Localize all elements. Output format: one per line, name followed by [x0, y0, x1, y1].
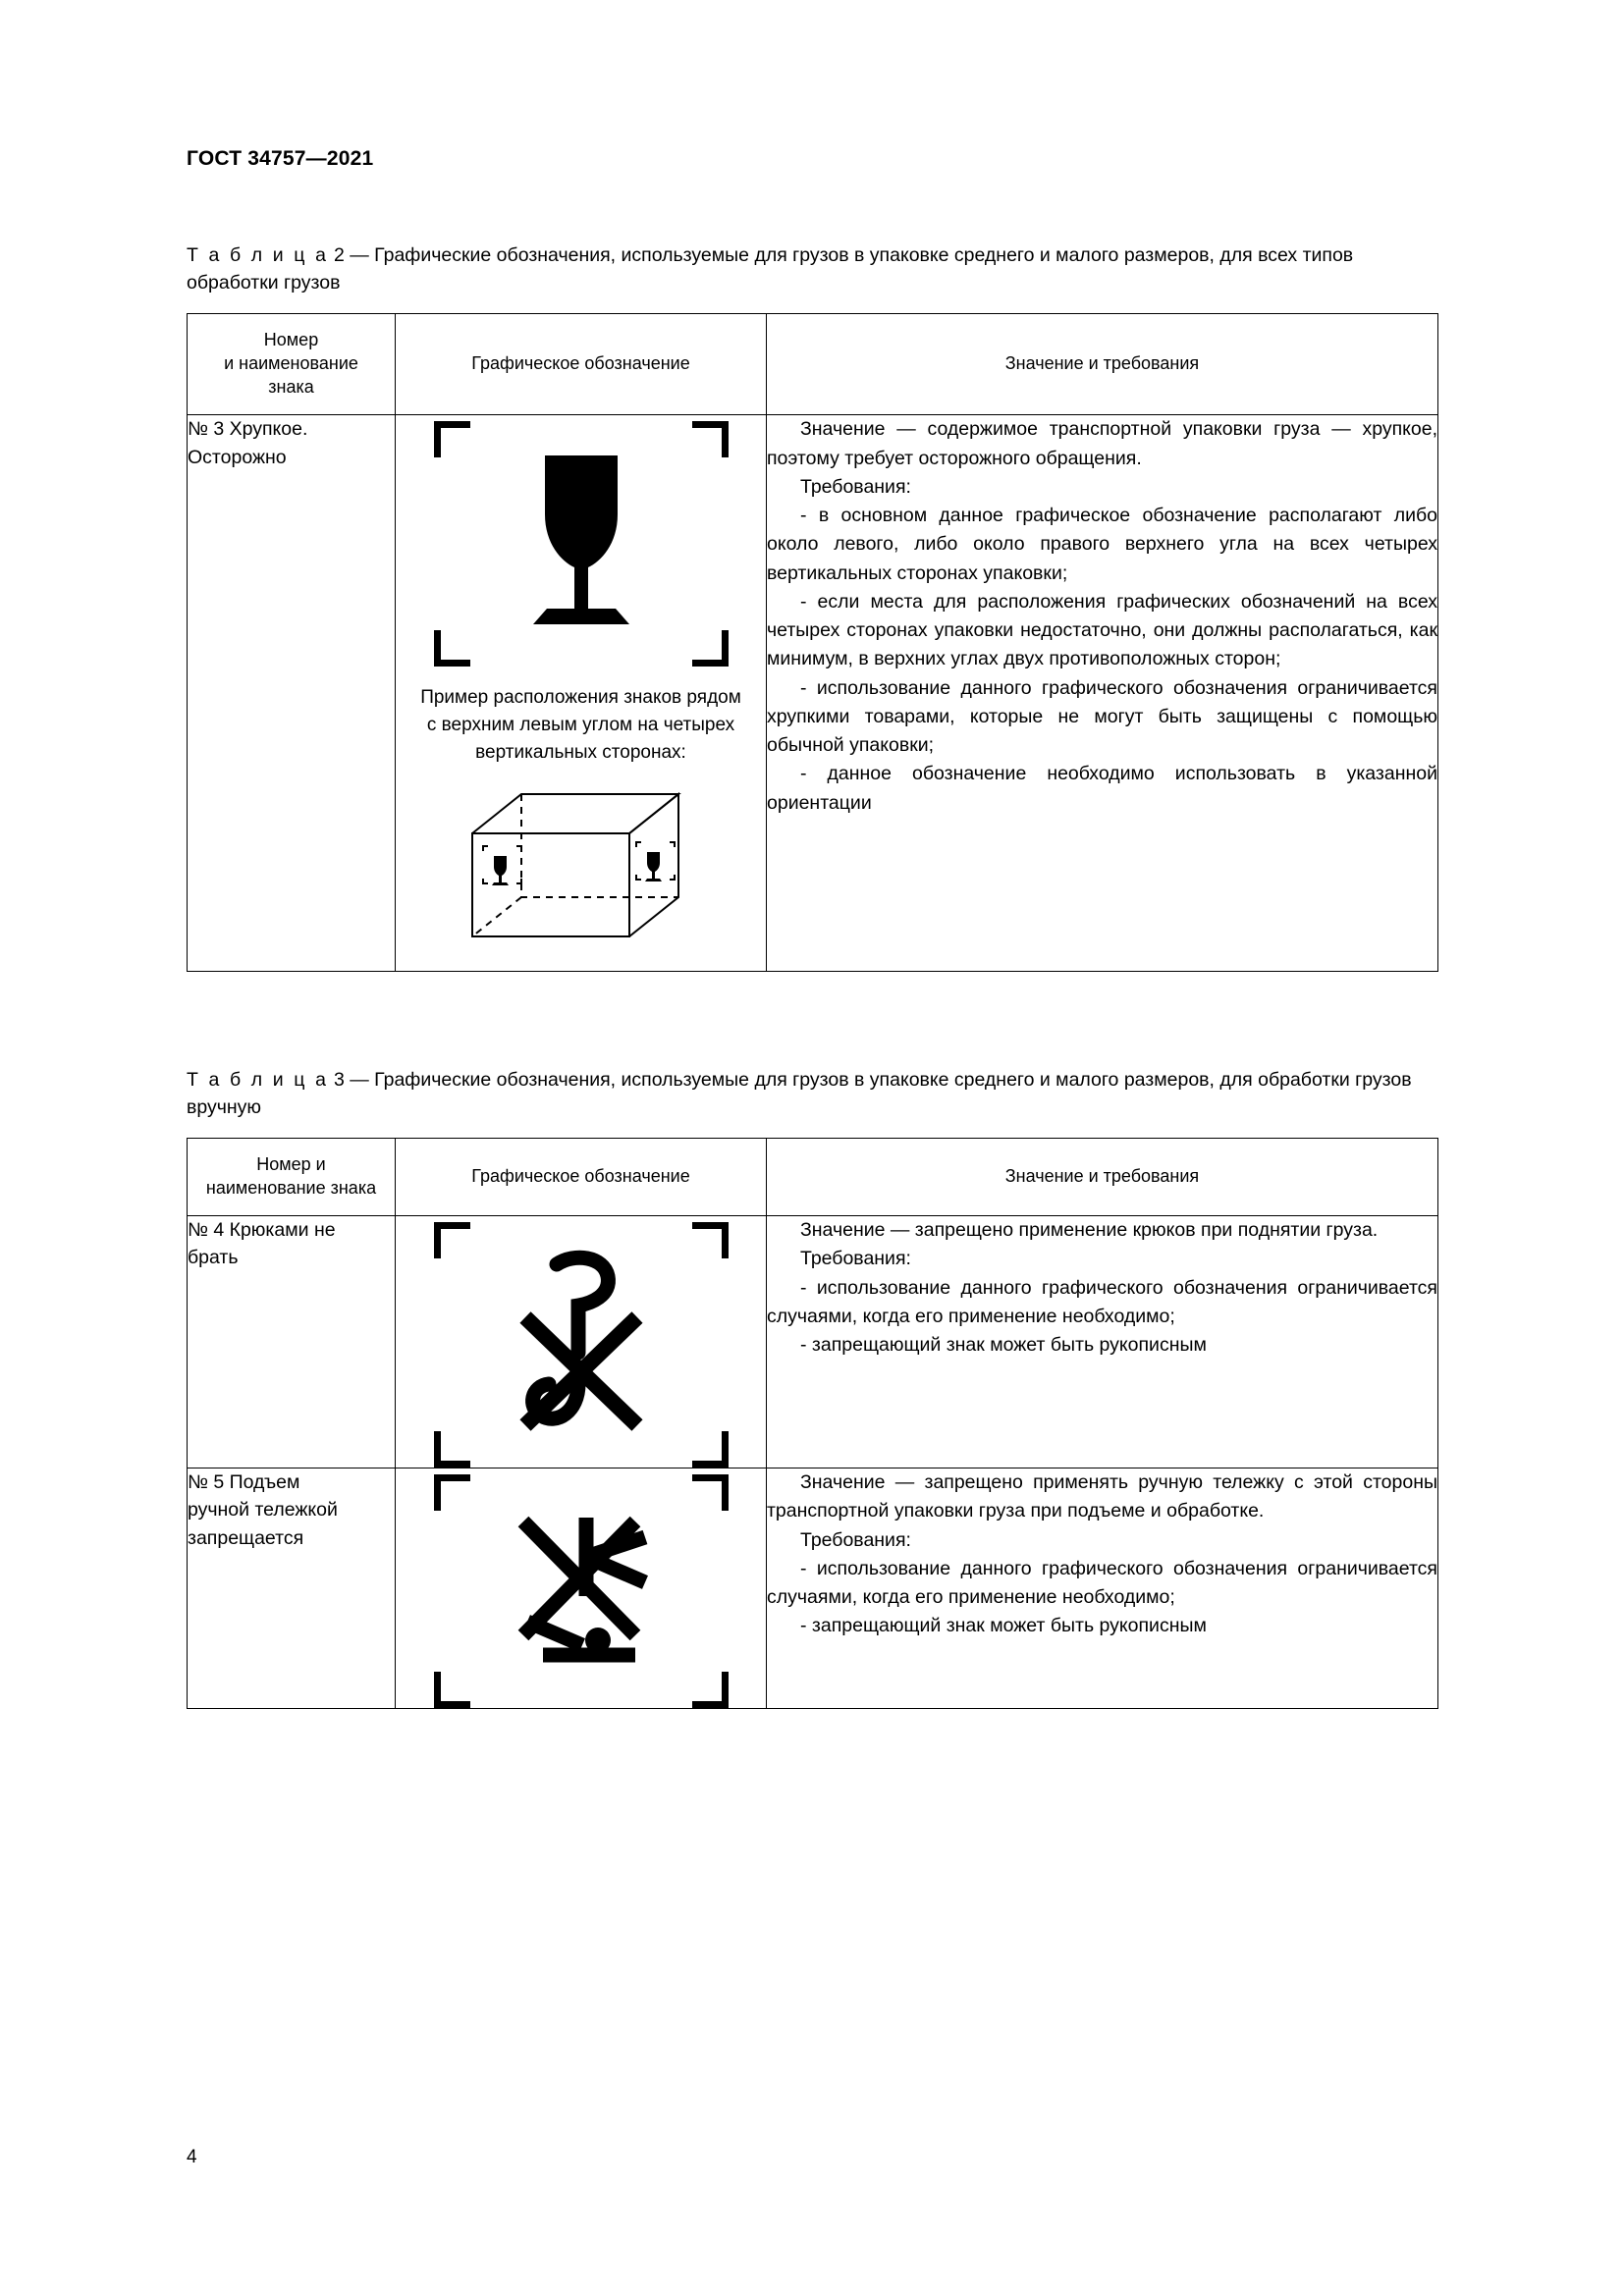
requirement-item: - использование данного графического обозначения ограничивается случаями, когда его применение необходимо;: [767, 1276, 1437, 1327]
page-title: ГОСТ 34757—2021: [187, 147, 374, 170]
table-2-row1-number-cell: [188, 415, 396, 972]
table-3-row1-meaning-cell: [767, 1216, 1438, 1468]
meaning-paragraph: Значение — содержимое транспортной упаковки груза — хрупкое, поэтому требует осторожного обращения.: [767, 418, 1437, 469]
table-2-row1-meaning-cell: [767, 415, 1438, 972]
table-3-caption-text: — Графические обозначения, используемые для грузов в упаковке среднего и малого размеров, для обработки грузов вручную: [187, 1069, 1412, 1119]
requirement-item: - использование данного графического обозначения ограничивается хрупкими товарами, которые не могут быть защищены с помощью обычной упаковки;: [767, 676, 1437, 757]
table-3-header-number-l1: Номер и: [256, 1153, 326, 1174]
no-hooks-sign-frame: [434, 1222, 729, 1468]
no-hooks-icon: [434, 1222, 729, 1468]
table-3-row2-sign-cell: [396, 1468, 767, 1709]
table-2: [187, 313, 1438, 973]
table-3-row2-number-l1: № 5 Подъем: [188, 1471, 300, 1494]
table-row: [188, 1468, 1438, 1709]
requirement-item: - данное обозначение необходимо использовать в указанной ориентации: [767, 763, 1437, 814]
table-3-row2-number-cell: [188, 1468, 396, 1709]
table-3: [187, 1138, 1438, 1710]
table-2-header-number-l1: Номер: [263, 329, 319, 349]
table-3-row1-number-l2: брать: [188, 1247, 239, 1269]
table-row: [188, 1216, 1438, 1468]
requirements-label: Требования:: [800, 1248, 911, 1270]
table-3-row1-number-cell: [188, 1216, 396, 1468]
table-3-caption-number: 3: [333, 1069, 345, 1092]
table-3-header-sign: Графическое обозначение: [396, 1138, 767, 1216]
table-row: [188, 415, 1438, 972]
table-3-header-number-l2: наименование знака: [205, 1177, 377, 1198]
meaning-paragraph: Значение — запрещено применять ручную тележку с этой стороны транспортной упаковки груза при подъеме и обработке.: [767, 1471, 1437, 1522]
table-2-caption-text: — Графические обозначения, используемые для грузов в упаковке среднего и малого размеров, для всех типов обработки грузов: [187, 244, 1354, 294]
table-3-row2-meaning-cell: [767, 1468, 1438, 1709]
requirement-item: - запрещающий знак может быть рукописным: [800, 1334, 1207, 1357]
table-3-header-meaning: Значение и требования: [767, 1138, 1438, 1216]
table-3-caption-label: Т а б л и ц а: [187, 1069, 329, 1092]
table-2-header-number: [188, 313, 396, 415]
table-3-caption: [187, 1066, 1437, 1122]
table-2-header-meaning: Значение и требования: [767, 313, 1438, 415]
table-2-caption: [187, 241, 1437, 297]
example-caption-l1: Пример расположения знаков рядом: [420, 687, 741, 709]
table-2-head: [188, 313, 1438, 415]
table-3-header-number: [188, 1138, 396, 1216]
table-3-row2-number-l2: ручной тележкой: [188, 1499, 338, 1522]
page-number: 4: [187, 2147, 197, 2167]
fragile-sign-frame: [434, 421, 729, 667]
table-2-row1-sign-cell: [396, 415, 767, 972]
table-2-caption-label: Т а б л и ц а: [187, 244, 329, 266]
table-3-row2-number-l3: запрещается: [188, 1526, 304, 1549]
example-caption-l3: вертикальных сторонах:: [475, 741, 686, 763]
meaning-paragraph: Значение — запрещено применение крюков при поднятии груза.: [800, 1219, 1379, 1242]
table-3-body: [188, 1216, 1438, 1709]
table-2-caption-number: 2: [333, 244, 345, 266]
section-gap: [187, 972, 1437, 1066]
table-2-row1-number-l1: № 3 Хрупкое.: [188, 418, 308, 441]
requirements-label: Требования:: [800, 475, 911, 498]
no-hand-truck-icon: [434, 1474, 729, 1708]
table-2-header-sign: Графическое обозначение: [396, 313, 767, 415]
table-2-header-row: [188, 313, 1438, 415]
example-caption-l2: с верхним левым углом на четырех: [426, 714, 735, 735]
table-2-header-number-l3: знака: [268, 377, 314, 398]
requirement-item: - в основном данное графическое обозначение располагают либо около левого, либо около правого верхнего угла на всех четырех вертикальных сторонах упаковки;: [767, 505, 1437, 584]
box-with-fragile-marks-icon: [443, 779, 720, 971]
no-hand-truck-sign-frame: [434, 1474, 729, 1708]
table-3-header-row: [188, 1138, 1438, 1216]
table-3-head: [188, 1138, 1438, 1216]
example-caption: [396, 684, 766, 766]
requirement-item: - использование данного графического обозначения ограничивается случаями, когда его применение необходимо;: [767, 1557, 1437, 1609]
table-2-header-number-l2: и наименование: [224, 352, 358, 373]
requirement-item: - запрещающий знак может быть рукописным: [800, 1615, 1207, 1637]
table-3-row1-number-l1: № 4 Крюками не: [188, 1219, 336, 1242]
table-3-row1-sign-cell: [396, 1216, 767, 1468]
requirements-label: Требования:: [800, 1528, 911, 1551]
requirement-item: - если места для расположения графических обозначений на всех четырех сторонах упаковки недостаточно, они должны располагаться, как минимум, в верхних углах двух противоположных сторон;: [767, 590, 1437, 670]
table-2-row1-number-l2: Осторожно: [188, 446, 287, 468]
table-2-body: [188, 415, 1438, 972]
fragile-glass-icon: [434, 421, 729, 667]
